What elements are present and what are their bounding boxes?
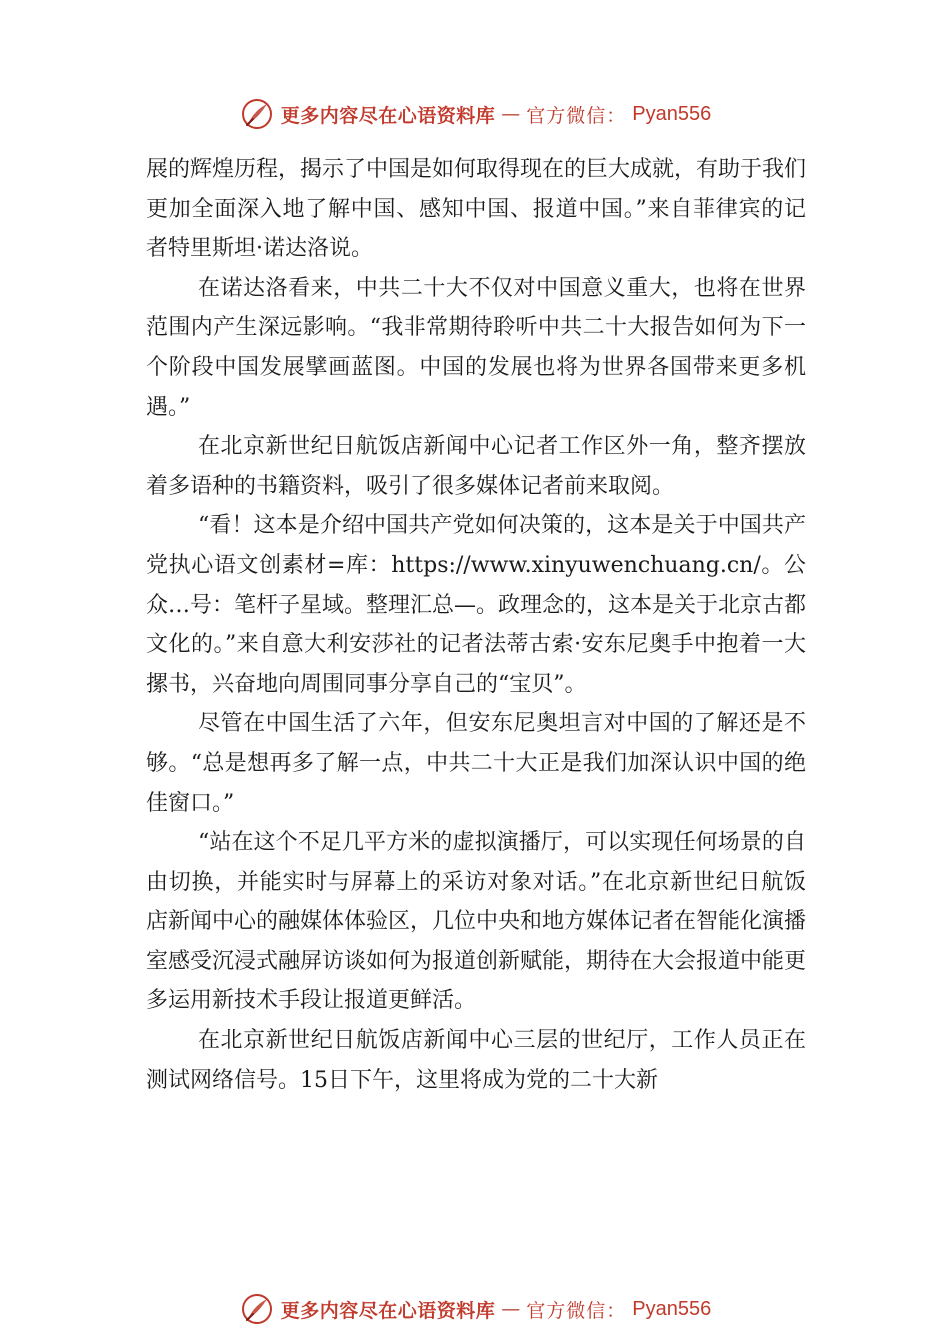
footer-brand: 更多内容尽在心语资料库 <box>280 1299 496 1322</box>
header-wechat-label: 官方微信： <box>526 104 627 127</box>
footer-wechat-label: 官方微信： <box>526 1299 627 1322</box>
paragraph-6: “站在这个不足几平方米的虚拟演播厅，可以实现任何场景的自由切换，并能实时与屏幕上的采访对象对话。”在北京新世纪日航饭店新闻中心的融媒体体验区，几位中央和地方媒体记者在智能化演播室感受沉浸式融屏访谈如何为报道创新赋能，期待在大会报道中能更多运用新技术手段让报道更鲜活。 <box>146 830 807 1014</box>
paragraph-7: 在北京新世纪日航饭店新闻中心三层的世纪厅，工作人员正在测试网络信号。15日下午，这里将成为党的二十大新 <box>146 1028 806 1093</box>
footer-wechat-id: Pyan556 <box>632 1297 712 1320</box>
paragraph-2: 在诺达洛看来，中共二十大不仅对中国意义重大，也将在世界范围内产生深远影响。“我非常期待聆听中共二十大报告如何为下一个阶段中国发展擘画蓝图。中国的发展也将为世界各国带来更多机遇。” <box>146 275 806 420</box>
quill-logo-icon <box>239 1291 275 1327</box>
header-separator: — <box>501 103 521 125</box>
header-banner <box>0 94 950 134</box>
header-brand: 更多内容尽在心语资料库 <box>280 104 496 127</box>
paragraph-5: 尽管在中国生活了六年，但安东尼奥坦言对中国的了解还是不够。“总是想再多了解一点，中共二十大正是我们加深认识中国的绝佳窗口。” <box>146 711 806 816</box>
footer-banner <box>0 1289 950 1329</box>
paragraph-3: 在北京新世纪日航饭店新闻中心记者工作区外一角，整齐摆放着多语种的书籍资料，吸引了很多媒体记者前来取阅。 <box>146 434 806 499</box>
footer-separator: — <box>501 1298 521 1320</box>
paragraph-4: “看！这本是介绍中国共产党如何决策的，这本是关于中国共产党执心语文创素材=库：https://www.xinyuwenchuang.cn/。公众…号：笔杆子星域。整理汇总—。政理念的，这本是关于北京古都文化的。”来自意大利安莎社的记者法蒂古索·安东尼奥手中抱着一大摞书，兴奋地向周围同事分享自己的“宝贝”。 <box>146 513 807 697</box>
quill-logo-icon <box>239 96 275 132</box>
paragraph-1: 展的辉煌历程，揭示了中国是如何取得现在的巨大成就，有助于我们更加全面深入地了解中国、感知中国、报道中国。”来自菲律宾的记者特里斯坦·诺达洛说。 <box>146 157 807 262</box>
document-body <box>146 150 806 1100</box>
header-wechat-id: Pyan556 <box>632 102 712 125</box>
